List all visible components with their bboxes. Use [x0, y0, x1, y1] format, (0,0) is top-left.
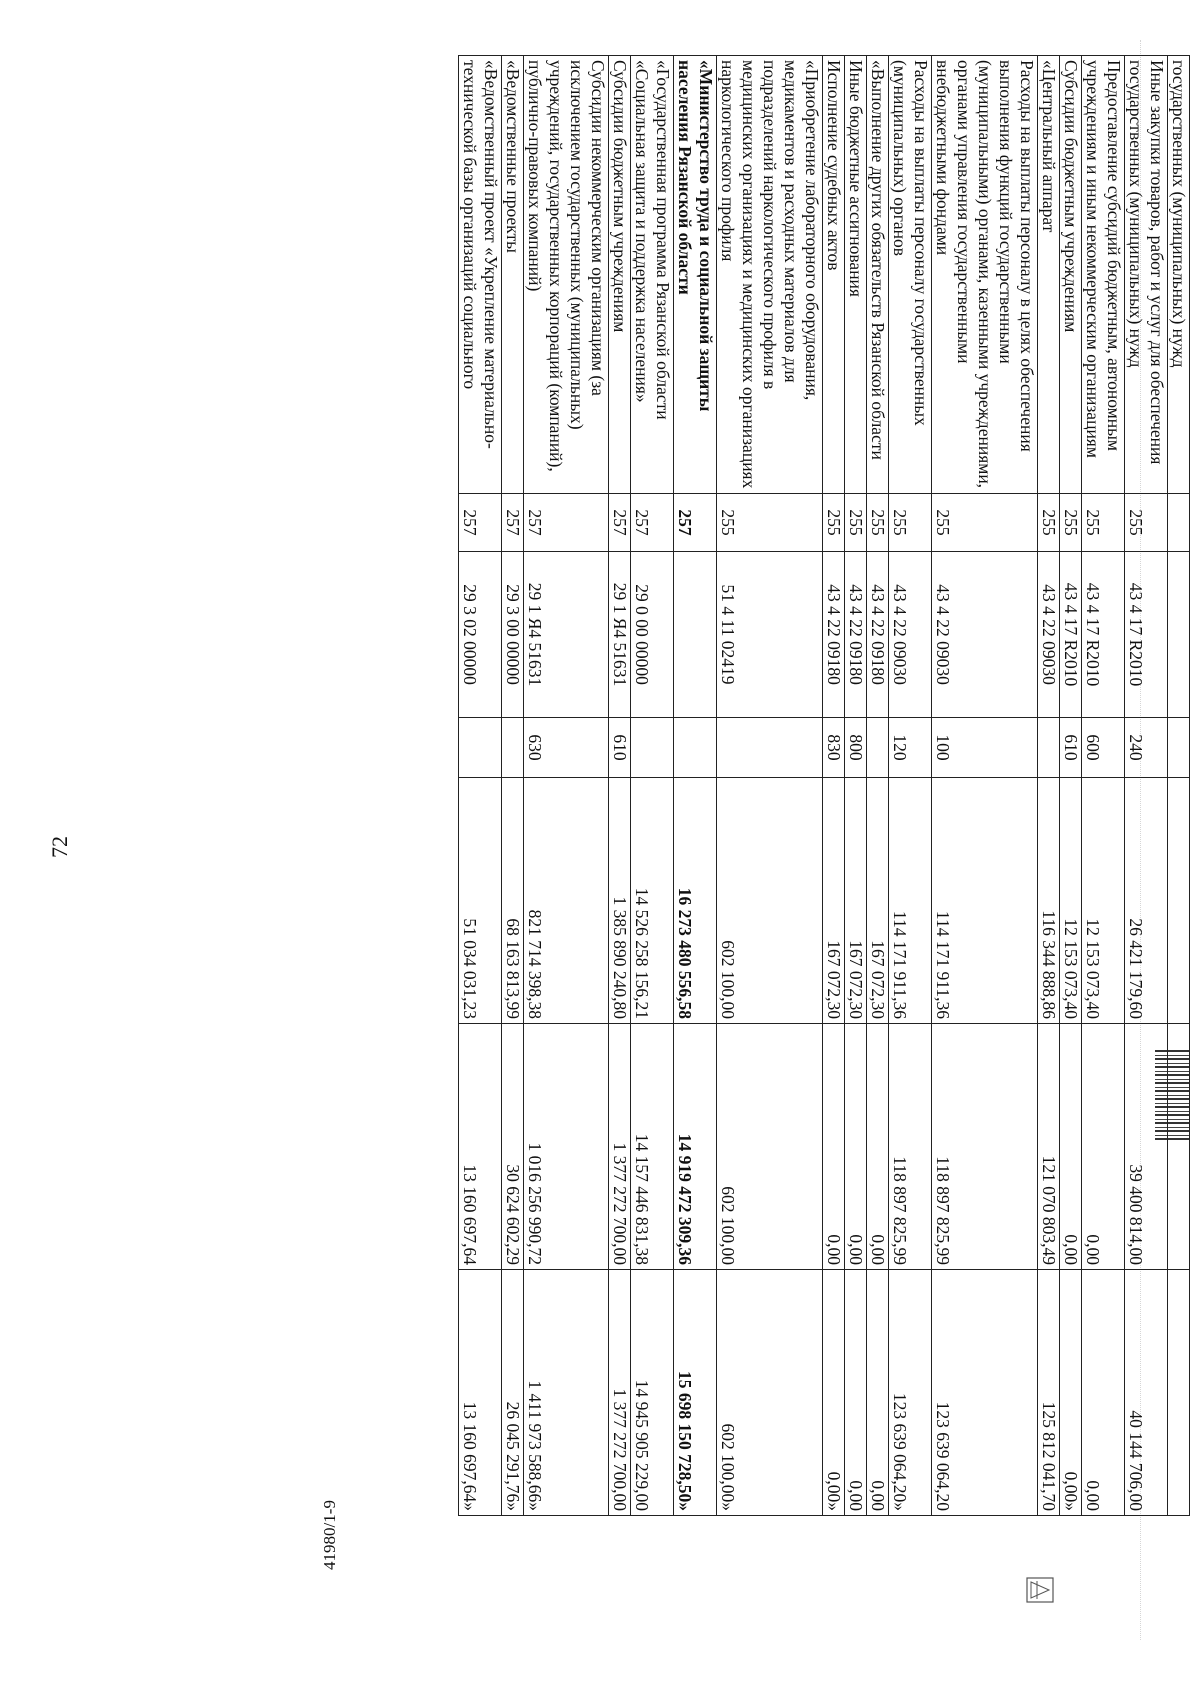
row-vr-cell: 100 — [932, 718, 1038, 778]
row-csr-cell — [674, 552, 717, 718]
row-value-2-cell: 0,00 — [1082, 1024, 1125, 1270]
row-code-cell: 255 — [867, 494, 889, 552]
row-value-2-cell: 13 160 697,64 — [459, 1024, 502, 1270]
row-name-cell: Субсидии бюджетным учреждениям — [1060, 56, 1082, 494]
row-value-3-cell: 15 698 150 728,50» — [674, 1270, 717, 1516]
row-name-cell: Расходы на выплаты персоналу в целях обеспечения выполнения функций государственными (муниципальными) органами, казенными учреждениями, органами управления государственными внебюджетными фондами — [932, 56, 1038, 494]
row-value-3-cell: 0,00 — [845, 1270, 867, 1516]
row-code-cell: 255 — [717, 494, 823, 552]
row-value-2-cell — [1168, 1024, 1190, 1270]
row-value-2-cell: 30 624 602,29 — [502, 1024, 524, 1270]
row-code-cell: 255 — [1082, 494, 1125, 552]
row-code-cell: 255 — [823, 494, 845, 552]
row-code-cell: 257 — [459, 494, 502, 552]
row-name-cell: «Ведомственные проекты — [502, 56, 524, 494]
table-row — [609, 56, 631, 1516]
row-name-cell: «Приобретение лабораторного оборудования, медикаментов и расходных материалов для подразделений наркологического профиля в медицинских организациях и медицинских организациях наркологического профиля — [717, 56, 823, 494]
row-value-1-cell: 68 163 813,99 — [502, 778, 524, 1024]
row-value-3-cell: 14 945 905 229,00 — [631, 1270, 674, 1516]
row-csr-cell: 29 3 02 00000 — [459, 552, 502, 718]
table-row — [1168, 56, 1190, 1516]
row-value-1-cell: 26 421 179,60 — [1125, 778, 1168, 1024]
row-vr-cell: 610 — [609, 718, 631, 778]
row-name-cell: Иные закупки товаров, работ и услуг для обеспечения государственных (муниципальных) нужд — [1125, 56, 1168, 494]
row-name-cell: Предоставление субсидий бюджетным, автономным учреждениям и иным некоммерческим организациям — [1082, 56, 1125, 494]
row-value-2-cell: 39 400 814,00 — [1125, 1024, 1168, 1270]
row-vr-cell — [1038, 718, 1060, 778]
row-value-3-cell: 123 639 064,20 — [932, 1270, 1038, 1516]
row-name-cell: Расходы на выплаты персоналу государственных (муниципальных) органов — [889, 56, 932, 494]
table-row — [631, 56, 674, 1516]
row-name-cell: «Государственная программа Рязанской области «Социальная защита и поддержка населения» — [631, 56, 674, 494]
row-value-1-cell: 12 153 073,40 — [1060, 778, 1082, 1024]
row-value-1-cell: 12 153 073,40 — [1082, 778, 1125, 1024]
row-value-3-cell: 0,00» — [1060, 1270, 1082, 1516]
table-row — [1125, 56, 1168, 1516]
row-code-cell: 255 — [1038, 494, 1060, 552]
table-row — [524, 56, 609, 1516]
row-value-1-cell: 116 344 888,86 — [1038, 778, 1060, 1024]
row-value-1-cell: 167 072,30 — [823, 778, 845, 1024]
row-vr-cell: 830 — [823, 718, 845, 778]
row-vr-cell — [674, 718, 717, 778]
row-value-3-cell: 0,00» — [823, 1270, 845, 1516]
row-value-3-cell: 123 639 064,20» — [889, 1270, 932, 1516]
row-value-1-cell: 1 385 890 240,80 — [609, 778, 631, 1024]
row-vr-cell: 630 — [524, 718, 609, 778]
row-value-1-cell: 167 072,30 — [867, 778, 889, 1024]
row-vr-cell — [717, 718, 823, 778]
row-value-3-cell: 40 144 706,00 — [1125, 1270, 1168, 1516]
row-value-3-cell: 125 812 041,70 — [1038, 1270, 1060, 1516]
table-row — [1060, 56, 1082, 1516]
row-value-1-cell: 16 273 480 556,58 — [674, 778, 717, 1024]
emblem-icon — [1020, 1575, 1060, 1605]
row-csr-cell: 43 4 22 09180 — [845, 552, 867, 718]
row-csr-cell: 43 4 22 09180 — [823, 552, 845, 718]
row-value-3-cell: 0,00 — [1082, 1270, 1125, 1516]
row-code-cell: 257 — [631, 494, 674, 552]
row-vr-cell — [1168, 718, 1190, 778]
row-code-cell: 255 — [889, 494, 932, 552]
table-row — [502, 56, 524, 1516]
row-value-3-cell: 26 045 291,76» — [502, 1270, 524, 1516]
row-code-cell: 257 — [674, 494, 717, 552]
row-value-2-cell: 602 100,00 — [717, 1024, 823, 1270]
row-value-2-cell: 14 157 446 831,38 — [631, 1024, 674, 1270]
row-value-2-cell: 0,00 — [1060, 1024, 1082, 1270]
row-value-2-cell: 118 897 825,99 — [889, 1024, 932, 1270]
row-value-2-cell: 14 919 472 309,36 — [674, 1024, 717, 1270]
table-row — [823, 56, 845, 1516]
row-value-1-cell: 114 171 911,36 — [932, 778, 1038, 1024]
row-csr-cell: 43 4 22 09030 — [932, 552, 1038, 718]
row-vr-cell: 120 — [889, 718, 932, 778]
row-vr-cell — [631, 718, 674, 778]
row-csr-cell: 43 4 17 R2010 — [1125, 552, 1168, 718]
row-csr-cell: 51 4 11 02419 — [717, 552, 823, 718]
row-name-cell: Иные бюджетные ассигнования — [845, 56, 867, 494]
row-value-2-cell: 118 897 825,99 — [932, 1024, 1038, 1270]
budget-table — [458, 55, 1190, 1516]
row-value-2-cell: 0,00 — [867, 1024, 889, 1270]
row-value-1-cell: 602 100,00 — [717, 778, 823, 1024]
row-value-2-cell: 0,00 — [823, 1024, 845, 1270]
row-value-2-cell: 1 377 272 700,00 — [609, 1024, 631, 1270]
row-vr-cell: 240 — [1125, 718, 1168, 778]
row-value-1-cell: 14 526 258 156,21 — [631, 778, 674, 1024]
row-value-2-cell: 121 070 803,49 — [1038, 1024, 1060, 1270]
row-value-1-cell: 114 171 911,36 — [889, 778, 932, 1024]
row-value-2-cell: 0,00 — [845, 1024, 867, 1270]
row-csr-cell: 43 4 22 09030 — [1038, 552, 1060, 718]
page-number: 72 — [47, 836, 72, 858]
row-name-cell: Исполнение судебных актов — [823, 56, 845, 494]
row-name-cell: государственных (муниципальных) нужд — [1168, 56, 1190, 494]
row-name-cell: «Центральный аппарат — [1038, 56, 1060, 494]
table-row — [932, 56, 1038, 1516]
table-row — [674, 56, 717, 1516]
document-code: 41980/1-9 — [320, 1500, 339, 1570]
row-value-3-cell: 13 160 697,64» — [459, 1270, 502, 1516]
table-row — [717, 56, 823, 1516]
row-csr-cell: 43 4 22 09030 — [889, 552, 932, 718]
row-csr-cell: 43 4 22 09180 — [867, 552, 889, 718]
table-row — [1038, 56, 1060, 1516]
table-row — [459, 56, 502, 1516]
row-code-cell: 257 — [524, 494, 609, 552]
row-value-3-cell: 1 377 272 700,00 — [609, 1270, 631, 1516]
row-code-cell: 257 — [609, 494, 631, 552]
row-csr-cell: 43 4 17 R2010 — [1060, 552, 1082, 718]
table-row — [867, 56, 889, 1516]
row-csr-cell: 29 0 00 00000 — [631, 552, 674, 718]
budget-table-container — [125, 55, 1190, 1515]
row-value-1-cell: 51 034 031,23 — [459, 778, 502, 1024]
row-value-3-cell: 1 411 973 588,66» — [524, 1270, 609, 1516]
table-row — [889, 56, 932, 1516]
row-name-cell: «Министерство труда и социальной защиты населения Рязанской области — [674, 56, 717, 494]
row-vr-cell: 600 — [1082, 718, 1125, 778]
row-code-cell: 255 — [1060, 494, 1082, 552]
row-csr-cell: 29 1 Я4 51631 — [609, 552, 631, 718]
row-name-cell: Субсидии некоммерческим организациям (за исключением государственных (муниципальных) учреждений, государственных корпораций (компаний), публично-правовых компаний) — [524, 56, 609, 494]
row-vr-cell: 610 — [1060, 718, 1082, 778]
row-vr-cell — [867, 718, 889, 778]
row-value-1-cell: 167 072,30 — [845, 778, 867, 1024]
row-code-cell — [1168, 494, 1190, 552]
row-csr-cell: 43 4 17 R2010 — [1082, 552, 1125, 718]
row-value-3-cell — [1168, 1270, 1190, 1516]
row-value-1-cell: 821 714 398,38 — [524, 778, 609, 1024]
row-vr-cell — [459, 718, 502, 778]
row-name-cell: «Выполнение других обязательств Рязанской области — [867, 56, 889, 494]
row-code-cell: 255 — [1125, 494, 1168, 552]
budget-table-body — [459, 56, 1190, 1516]
row-name-cell: «Ведомственный проект «Укрепление материально-технической базы организаций социального — [459, 56, 502, 494]
row-vr-cell: 800 — [845, 718, 867, 778]
row-vr-cell — [502, 718, 524, 778]
table-row — [845, 56, 867, 1516]
row-value-3-cell: 602 100,00» — [717, 1270, 823, 1516]
row-code-cell: 257 — [502, 494, 524, 552]
row-value-1-cell — [1168, 778, 1190, 1024]
row-csr-cell: 29 3 00 00000 — [502, 552, 524, 718]
row-value-3-cell: 0,00 — [867, 1270, 889, 1516]
row-code-cell: 255 — [845, 494, 867, 552]
row-csr-cell: 29 1 Я4 51631 — [524, 552, 609, 718]
row-csr-cell — [1168, 552, 1190, 718]
table-row — [1082, 56, 1125, 1516]
row-code-cell: 255 — [932, 494, 1038, 552]
row-value-2-cell: 1 016 256 990,72 — [524, 1024, 609, 1270]
row-name-cell: Субсидии бюджетным учреждениям — [609, 56, 631, 494]
